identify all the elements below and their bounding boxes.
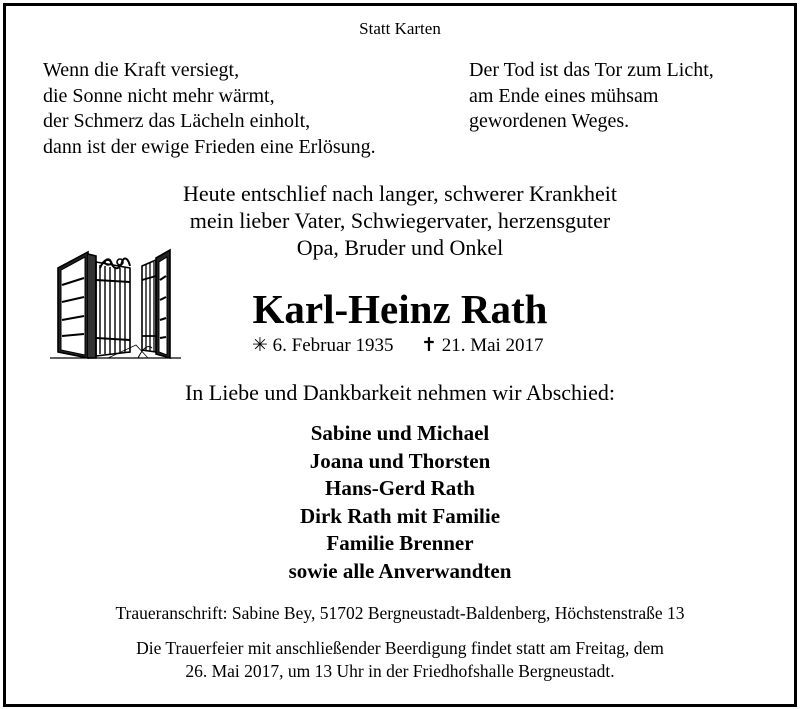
poem-left-line: Wenn die Kraft versiegt, bbox=[43, 59, 240, 81]
mourner-entry: Dirk Rath mit Familie bbox=[299, 503, 501, 528]
death-date: 21. Mai 2017 bbox=[441, 335, 544, 356]
farewell-line: In Liebe und Dankbarkeit nehmen wir Abschied: bbox=[184, 380, 616, 405]
poem-left-line: die Sonne nicht mehr wärmt, bbox=[43, 84, 275, 107]
intro-line: Opa, Bruder und Onkel bbox=[296, 235, 504, 260]
mourners-list bbox=[0, 420, 800, 585]
mourner-entry: Sabine und Michael bbox=[310, 421, 490, 445]
poem-right-line: am Ende eines mühsam bbox=[469, 84, 659, 107]
mourning-address: Traueranschrift: Sabine Bey, 51702 Bergneustadt-Baldenberg, Höchstenstraße 13 bbox=[115, 603, 685, 623]
intro-line: Heute entschlief nach langer, schwerer Krankheit bbox=[182, 181, 618, 206]
poem-right bbox=[469, 58, 714, 135]
death-cross-icon: ✝ bbox=[421, 335, 437, 356]
poem-left-line: der Schmerz das Lächeln einholt, bbox=[43, 110, 311, 132]
poem-right-line: Der Tod ist das Tor zum Licht, bbox=[469, 59, 714, 81]
life-dates bbox=[252, 334, 544, 357]
birth-date: 6. Februar 1935 bbox=[272, 335, 394, 356]
poem-left bbox=[43, 58, 376, 160]
poem-right-line: gewordenen Weges. bbox=[469, 110, 630, 132]
poem-left-line: dann ist der ewige Frieden eine Erlösung. bbox=[43, 135, 376, 158]
funeral-line: Die Trauerfeier mit anschließender Beerdigung findet statt am Freitag, dem bbox=[136, 638, 664, 658]
deceased-name: Karl-Heinz Rath bbox=[252, 286, 548, 332]
intro-line: mein lieber Vater, Schwiegervater, herzensguter bbox=[189, 208, 611, 233]
funeral-info bbox=[0, 637, 800, 683]
header-statt-karten: Statt Karten bbox=[359, 19, 441, 38]
funeral-line: 26. Mai 2017, um 13 Uhr in der Friedhofshalle Bergneustadt. bbox=[185, 661, 615, 681]
mourner-entry: Hans-Gerd Rath bbox=[325, 476, 475, 500]
birth-star-icon: ✳ bbox=[252, 335, 268, 356]
mourner-entry: Joana und Thorsten bbox=[309, 448, 491, 473]
mourner-entry: sowie alle Anverwandten bbox=[288, 558, 512, 583]
mourner-entry: Familie Brenner bbox=[326, 531, 474, 555]
